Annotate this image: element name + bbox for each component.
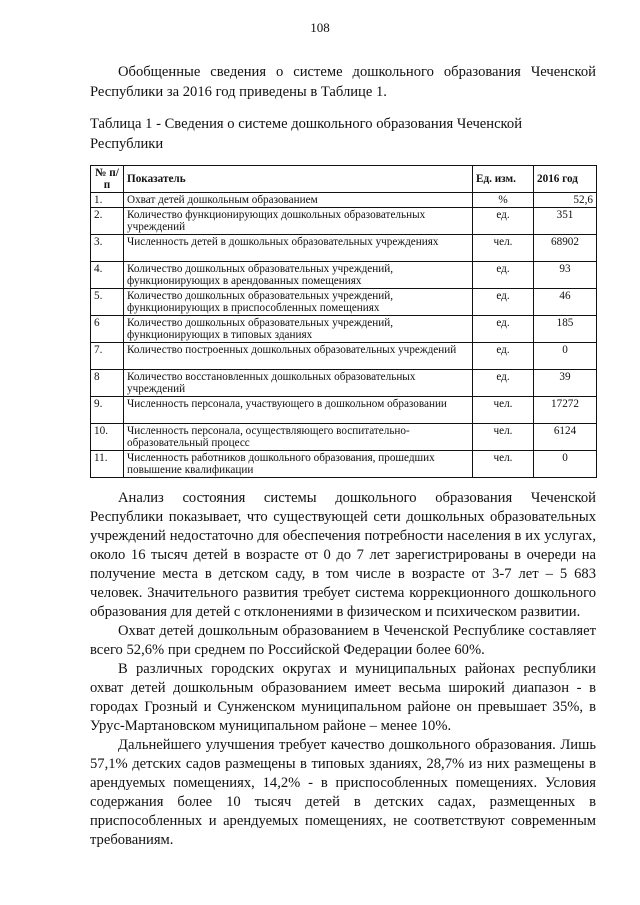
row-unit: чел. <box>473 424 534 451</box>
header-value: 2016 год <box>534 166 597 193</box>
row-unit: ед. <box>473 262 534 289</box>
row-value: 0 <box>534 343 597 370</box>
body-text <box>90 489 596 850</box>
row-unit: ед. <box>473 343 534 370</box>
row-num: 9. <box>91 397 124 424</box>
row-value: 52,6 <box>534 193 597 208</box>
row-num: 1. <box>91 193 124 208</box>
row-indicator: Количество дошкольных образовательных учреждений, функционирующих в арендованных помещениях <box>124 262 473 289</box>
districts-paragraph: В различных городских округах и муниципальных районах республики охват детей дошкольным образованием имеет весьма широкий диапазон - в городах Грозный и Сунженском муниципальном районе он превышает 35%, в Урус-Мартановском муниципальном районе – менее 10%. <box>90 661 596 734</box>
table-row <box>91 424 597 451</box>
row-num: 2. <box>91 208 124 235</box>
table-row <box>91 262 597 289</box>
quality-paragraph: Дальнейшего улучшения требует качество дошкольного образования. Лишь 57,1% детских садов размещены в типовых зданиях, 28,7% из них размещены в арендуемых помещениях, 14,2% - в приспособленных помещениях. Условия содержания более 10 тысяч детей в детских садах, размещенных в приспособленных и арендуемых помещениях, не соответствуют современным требованиям. <box>90 737 596 848</box>
row-value: 0 <box>534 451 597 478</box>
table-row <box>91 193 597 208</box>
data-table <box>90 165 597 478</box>
row-num: 6 <box>91 316 124 343</box>
table-row <box>91 316 597 343</box>
row-value: 185 <box>534 316 597 343</box>
row-num: 8 <box>91 370 124 397</box>
row-indicator: Количество построенных дошкольных образовательных учреждений <box>124 343 473 370</box>
row-indicator: Количество дошкольных образовательных учреждений, функционирующих в типовых зданиях <box>124 316 473 343</box>
table-row <box>91 208 597 235</box>
row-indicator: Численность работников дошкольного образования, прошедших повышение квалификации <box>124 451 473 478</box>
table-caption: Таблица 1 - Сведения о системе дошкольного образования Чеченской Республики <box>90 116 523 152</box>
row-unit: чел. <box>473 235 534 262</box>
row-unit: чел. <box>473 451 534 478</box>
row-value: 39 <box>534 370 597 397</box>
table-row <box>91 451 597 478</box>
row-indicator: Количество функционирующих дошкольных образовательных учреждений <box>124 208 473 235</box>
table-row <box>91 370 597 397</box>
row-indicator: Количество дошкольных образовательных учреждений, функционирующих в приспособленных помещениях <box>124 289 473 316</box>
row-value: 68902 <box>534 235 597 262</box>
table-row <box>91 343 597 370</box>
row-indicator: Количество восстановленных дошкольных образовательных учреждений <box>124 370 473 397</box>
row-value: 17272 <box>534 397 597 424</box>
row-unit: чел. <box>473 397 534 424</box>
table-row <box>91 235 597 262</box>
table-header-row <box>91 166 597 193</box>
row-value: 93 <box>534 262 597 289</box>
table-row <box>91 289 597 316</box>
header-unit: Ед. изм. <box>473 166 534 193</box>
header-indicator: Показатель <box>124 166 473 193</box>
header-num: № п/п <box>91 166 124 193</box>
row-num: 11. <box>91 451 124 478</box>
row-value: 351 <box>534 208 597 235</box>
row-num: 7. <box>91 343 124 370</box>
row-unit: ед. <box>473 208 534 235</box>
row-indicator: Численность персонала, осуществляющего воспитательно-образовательный процесс <box>124 424 473 451</box>
row-value: 6124 <box>534 424 597 451</box>
row-unit: ед. <box>473 289 534 316</box>
row-unit: ед. <box>473 370 534 397</box>
row-unit: ед. <box>473 316 534 343</box>
row-value: 46 <box>534 289 597 316</box>
row-indicator: Численность детей в дошкольных образовательных учреждениях <box>124 235 473 262</box>
intro-paragraph: Обобщенные сведения о системе дошкольного образования Чеченской Республики за 2016 год приведены в Таблице 1. <box>90 64 596 100</box>
row-num: 5. <box>91 289 124 316</box>
table-row <box>91 397 597 424</box>
row-indicator: Численность персонала, участвующего в дошкольном образовании <box>124 397 473 424</box>
row-num: 3. <box>91 235 124 262</box>
row-num: 10. <box>91 424 124 451</box>
page-number: 108 <box>310 20 330 35</box>
row-unit: % <box>473 193 534 208</box>
row-indicator: Охват детей дошкольным образованием <box>124 193 473 208</box>
analysis-paragraph: Анализ состояния системы дошкольного образования Чеченской Республики показывает, что существующей сети дошкольных образовательных учреждений недостаточно для обеспечения потребности населения в их услугах, около 16 тысяч детей в возрасте от 0 до 7 лет зарегистрированы в очереди на получение места в детском саду, в том числе в возрасте от 3-7 лет – 5 683 человек. Значительного развития требует система коррекционного дошкольного образования для детей с отклонениями в физическом и психическом развитии. <box>90 490 596 620</box>
row-num: 4. <box>91 262 124 289</box>
coverage-paragraph: Охват детей дошкольным образованием в Чеченской Республике составляет всего 52,6% при среднем по Российской Федерации более 60%. <box>90 623 596 658</box>
